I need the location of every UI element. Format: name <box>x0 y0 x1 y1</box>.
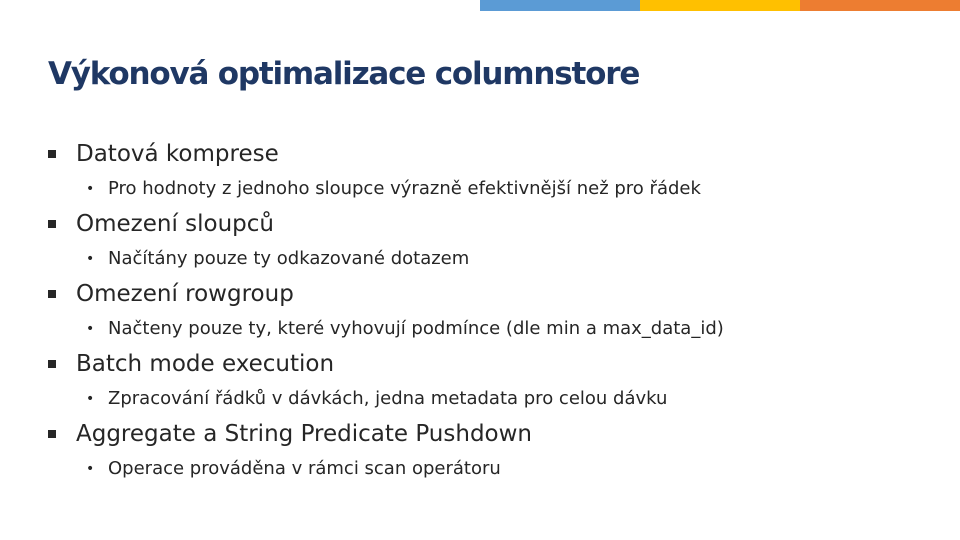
slide-title: Výkonová optimalizace columnstore <box>48 56 640 92</box>
bullet-label: Datová komprese <box>76 141 279 167</box>
accent-bar-yellow <box>640 0 800 11</box>
square-bullet-icon <box>48 290 56 298</box>
bullet-label: Aggregate a String Predicate Pushdown <box>76 421 533 447</box>
accent-bar-orange <box>800 0 960 11</box>
sub-bullet-text: Načítány pouze ty odkazované dotazem <box>108 248 470 269</box>
bullet-label: Batch mode execution <box>76 351 335 377</box>
sub-bullet-text: Pro hodnoty z jednoho sloupce výrazně efektivnější než pro řádek <box>108 178 701 199</box>
list-item <box>46 416 926 486</box>
dot-bullet-icon: • <box>86 321 95 337</box>
square-bullet-icon <box>48 150 56 158</box>
list-item <box>46 346 926 416</box>
accent-bar-blue <box>480 0 640 11</box>
dot-bullet-icon: • <box>86 181 95 197</box>
square-bullet-icon <box>48 220 56 228</box>
square-bullet-icon <box>48 430 56 438</box>
list-item <box>46 206 926 276</box>
list-item <box>46 136 926 206</box>
dot-bullet-icon: • <box>86 251 95 267</box>
sub-bullet-text: Zpracování řádků v dávkách, jedna metadata pro celou dávku <box>108 388 668 409</box>
dot-bullet-icon: • <box>86 461 95 477</box>
sub-bullet-text: Operace prováděna v rámci scan operátoru <box>108 458 501 479</box>
list-item <box>46 276 926 346</box>
square-bullet-icon <box>48 360 56 368</box>
dot-bullet-icon: • <box>86 391 95 407</box>
bullet-list <box>46 136 926 486</box>
bullet-label: Omezení rowgroup <box>76 281 294 307</box>
sub-bullet-text: Načteny pouze ty, které vyhovují podmínce (dle min a max_data_id) <box>108 318 724 339</box>
bullet-label: Omezení sloupců <box>76 211 275 237</box>
